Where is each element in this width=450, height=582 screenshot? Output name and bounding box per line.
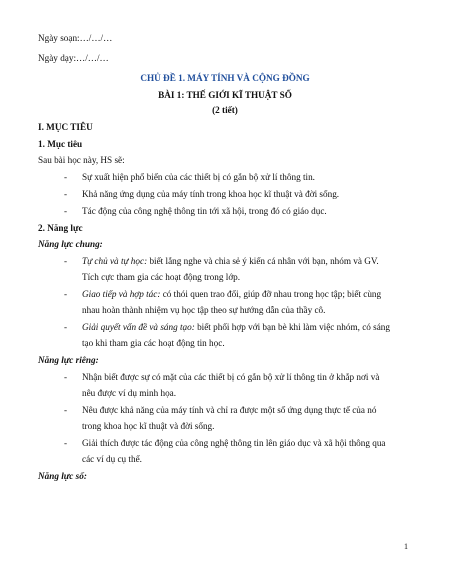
list-dash: - (64, 256, 68, 266)
list-dash: - (64, 206, 68, 216)
so-tiet: (2 tiết) (212, 105, 238, 115)
list-dash: - (64, 189, 68, 199)
subsection-muc-tieu-heading: 1. Mục tiêu (38, 139, 83, 149)
subsection-nang-luc-heading: 2. Năng lực (38, 223, 83, 233)
page-number: 1 (404, 542, 408, 551)
list-dash: - (64, 172, 68, 182)
ngay-soan: Ngày soạn:…/…/… (38, 33, 113, 43)
list-item-continuation: tạo khi tham gia các hoạt động tin học. (82, 338, 225, 348)
list-item-label: Giải quyết vấn đề và sáng tạo: (82, 322, 195, 332)
list-item: Sự xuất hiện phổ biến của các thiết bị có gắn bộ xử lí thông tin. (82, 172, 315, 182)
nang-luc-so-heading: Năng lực số: (38, 471, 87, 481)
list-item-text: biết phối hợp với bạn bè khi làm việc nhóm, có sáng (194, 322, 390, 332)
list-item: Tác động của công nghệ thông tin tới xã hội, trong đó có giáo dục. (82, 206, 327, 216)
bai-title: BÀI 1: THẾ GIỚI KĨ THUẬT SỐ (158, 90, 292, 100)
list-item: Nhận biết được sự có mặt của các thiết bị có gắn bộ xử lí thông tin ở khắp nơi và (82, 372, 380, 382)
list-item-continuation: nêu được ví dụ minh họa. (82, 388, 177, 398)
list-dash: - (64, 438, 68, 448)
nang-luc-rieng-heading: Năng lực riêng: (38, 355, 99, 365)
list-item-label: Tự chủ và tự học: (82, 256, 148, 266)
list-dash: - (64, 322, 68, 332)
chu-de-title: CHỦ ĐỀ 1. MÁY TÍNH VÀ CỘNG ĐỒNG (140, 73, 310, 83)
list-item-text: có thói quen trao đổi, giúp đỡ nhau trong học tập; biết cùng (160, 289, 382, 299)
nang-luc-chung-heading: Năng lực chung: (38, 239, 103, 249)
list-item-continuation: các ví dụ cụ thể. (82, 454, 142, 464)
muc-tieu-intro: Sau bài học này, HS sẽ: (38, 155, 125, 165)
list-item-label: Giao tiếp và hợp tác: (82, 289, 161, 299)
list-item: Giải thích được tác động của công nghệ thông tin lên giáo dục và xã hội thông qua (82, 438, 386, 448)
list-item (82, 288, 381, 300)
list-item: Khả năng ứng dụng của máy tính trong khoa học kĩ thuật và đời sống. (82, 189, 340, 199)
list-item-continuation: Tích cực tham gia các hoạt động trong lớp. (82, 272, 241, 282)
list-item (82, 321, 390, 333)
list-item: Nêu được khả năng của máy tính và chỉ ra được một số ứng dụng thực tế của nó (82, 405, 377, 415)
section-muc-tieu-heading: I. MỤC TIÊU (38, 122, 93, 132)
list-item-continuation: trong khoa học kĩ thuật và đời sống. (82, 421, 215, 431)
list-item-text: biết lắng nghe và chia sẻ ý kiến cá nhân với bạn, nhóm và GV. (147, 256, 379, 266)
list-dash: - (64, 289, 68, 299)
list-item (82, 255, 379, 267)
list-item-continuation: nhau hoàn thành nhiệm vụ học tập theo sự hướng dẫn của thầy cô. (82, 305, 326, 315)
list-dash: - (64, 372, 68, 382)
list-dash: - (64, 405, 68, 415)
ngay-day: Ngày dạy:…/…/… (38, 53, 109, 63)
